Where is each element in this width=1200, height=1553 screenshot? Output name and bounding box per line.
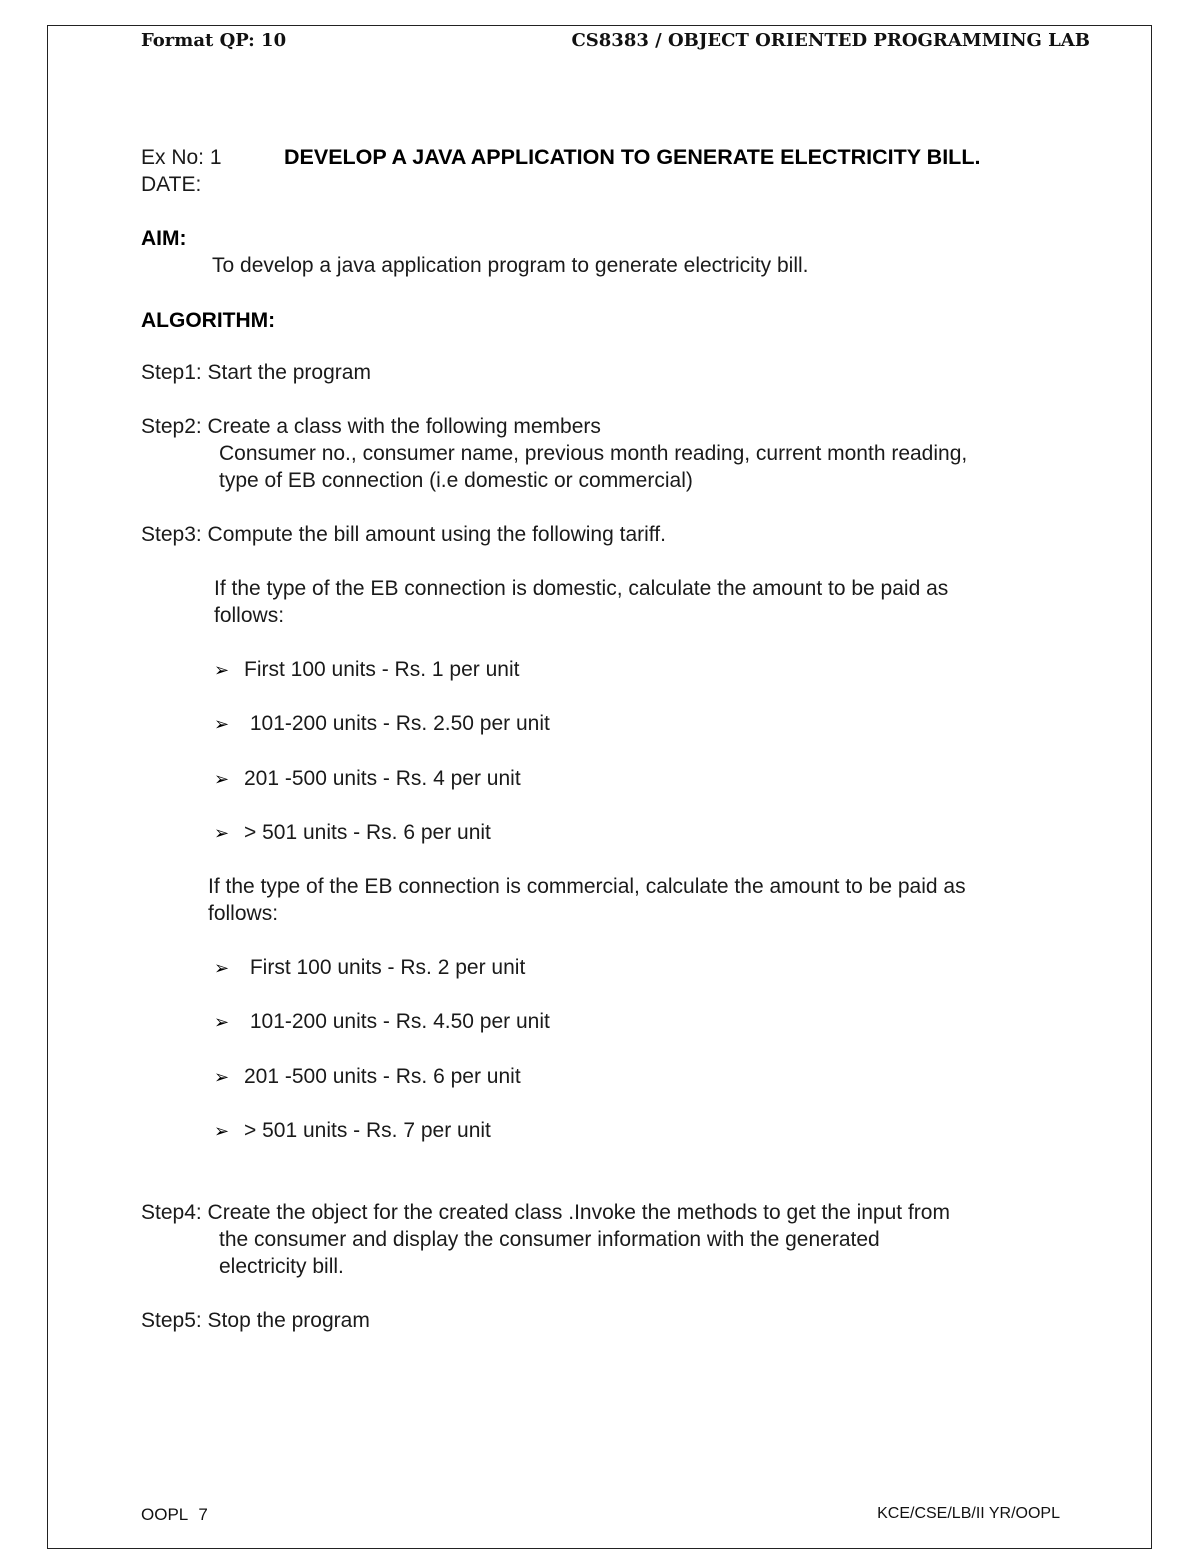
arrow-bullet-icon: ➢ (214, 769, 230, 790)
domestic-rate-text: > 501 units - Rs. 6 per unit (244, 821, 491, 844)
aim-heading: AIM: (141, 227, 187, 250)
arrow-bullet-icon: ➢ (214, 823, 230, 844)
commercial-rate-item (214, 1008, 550, 1036)
footer-page-label (141, 1505, 208, 1525)
commercial-intro-line-2: follows: (208, 902, 279, 925)
exercise-date: DATE: (141, 173, 202, 196)
arrow-bullet-icon: ➢ (214, 660, 230, 681)
step-4-line-1: Step4: Create the object for the created class .Invoke the methods to get the input from (141, 1201, 950, 1224)
algorithm-heading: ALGORITHM: (141, 309, 276, 332)
commercial-rate-text: First 100 units - Rs. 2 per unit (244, 956, 526, 979)
arrow-bullet-icon: ➢ (214, 1012, 230, 1033)
step-4-line-2: the consumer and display the consumer information with the generated (219, 1228, 880, 1251)
domestic-rate-item (214, 710, 550, 738)
commercial-rate-item (214, 1063, 521, 1091)
footer-document-code: KCE/CSE/LB/II YR/OOPL (877, 1505, 1060, 1522)
footer-page-number: 7 (198, 1505, 208, 1524)
step-2-line-1: Consumer no., consumer name, previous month reading, current month reading, (219, 442, 968, 465)
step-5: Step5: Stop the program (141, 1309, 370, 1332)
commercial-rate-item (214, 1117, 491, 1145)
header-format-code: Format QP: 10 (141, 30, 287, 51)
domestic-rate-text: 201 -500 units - Rs. 4 per unit (244, 767, 521, 790)
domestic-intro-line-1: If the type of the EB connection is domestic, calculate the amount to be paid as (214, 577, 949, 600)
domestic-rate-item (214, 656, 519, 684)
domestic-rate-text: 101-200 units - Rs. 2.50 per unit (244, 712, 550, 735)
commercial-rate-text: 201 -500 units - Rs. 6 per unit (244, 1065, 521, 1088)
header-course-title: CS8383 / OBJECT ORIENTED PROGRAMMING LAB (571, 30, 1090, 51)
step-1: Step1: Start the program (141, 361, 371, 384)
domestic-rate-item (214, 819, 491, 847)
footer-course-code: OOPL (141, 1505, 188, 1524)
domestic-intro-line-2: follows: (214, 604, 285, 627)
arrow-bullet-icon: ➢ (214, 1121, 230, 1142)
domestic-rate-text: First 100 units - Rs. 1 per unit (244, 658, 520, 681)
arrow-bullet-icon: ➢ (214, 958, 230, 979)
step-4-line-3: electricity bill. (219, 1255, 344, 1278)
commercial-rate-text: > 501 units - Rs. 7 per unit (244, 1119, 491, 1142)
aim-text: To develop a java application program to generate electricity bill. (212, 254, 809, 277)
step-3: Step3: Compute the bill amount using the following tariff. (141, 523, 666, 546)
exercise-title: DEVELOP A JAVA APPLICATION TO GENERATE ELECTRICITY BILL. (284, 145, 981, 169)
domestic-rate-item (214, 765, 521, 793)
step-2-label: Step2: Create a class with the following members (141, 415, 601, 438)
commercial-rate-item (214, 954, 525, 982)
commercial-rate-text: 101-200 units - Rs. 4.50 per unit (244, 1010, 550, 1033)
commercial-intro-line-1: If the type of the EB connection is commercial, calculate the amount to be paid as (208, 875, 966, 898)
arrow-bullet-icon: ➢ (214, 1067, 230, 1088)
step-2-line-2: type of EB connection (i.e domestic or commercial) (219, 469, 693, 492)
exercise-number: Ex No: 1 (141, 146, 222, 169)
arrow-bullet-icon: ➢ (214, 714, 230, 735)
